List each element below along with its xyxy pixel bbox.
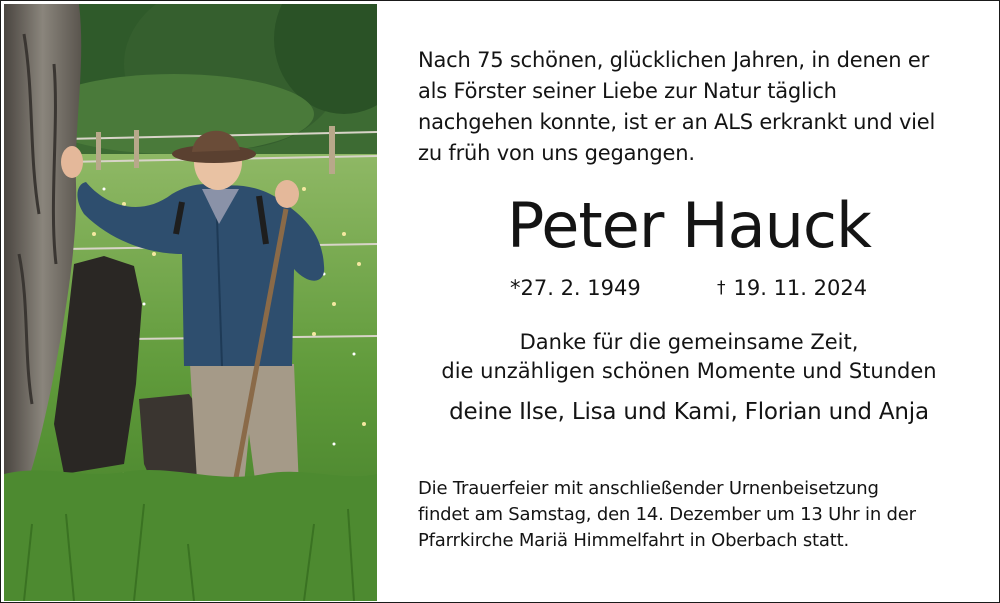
intro-paragraph — [418, 45, 978, 169]
birth-date: *27. 2. 1949 — [510, 276, 641, 300]
portrait-photo — [4, 4, 377, 601]
thanks-line: Danke für die gemeinsame Zeit, — [519, 330, 859, 354]
cross-icon: † — [717, 278, 726, 298]
intro-line: nachgehen konnte, ist er an ALS erkrankt und viel — [418, 110, 936, 134]
service-line: Die Trauerfeier mit anschließender Urnenbeisetzung — [418, 478, 879, 499]
thanks-paragraph — [379, 328, 999, 386]
funeral-service-info — [418, 476, 978, 554]
death-date: 19. 11. 2024 — [733, 276, 868, 300]
service-line: Pfarrkirche Mariä Himmelfahrt in Oberbach statt. — [418, 530, 849, 551]
death-date-group — [717, 276, 867, 300]
obituary-text-column — [379, 1, 999, 602]
man-with-walking-stick-image — [4, 4, 377, 601]
family-signers: deine Ilse, Lisa und Kami, Florian und Anja — [449, 399, 929, 425]
thanks-line: die unzähligen schönen Momente und Stunden — [441, 359, 937, 383]
deceased-name: Peter Hauck — [507, 189, 871, 262]
service-line: findet am Samstag, den 14. Dezember um 13 Uhr in der — [418, 504, 916, 525]
intro-line: Nach 75 schönen, glücklichen Jahren, in denen er — [418, 48, 930, 72]
intro-line: als Förster seiner Liebe zur Natur täglich — [418, 79, 837, 103]
intro-line: zu früh von uns gegangen. — [418, 141, 695, 165]
